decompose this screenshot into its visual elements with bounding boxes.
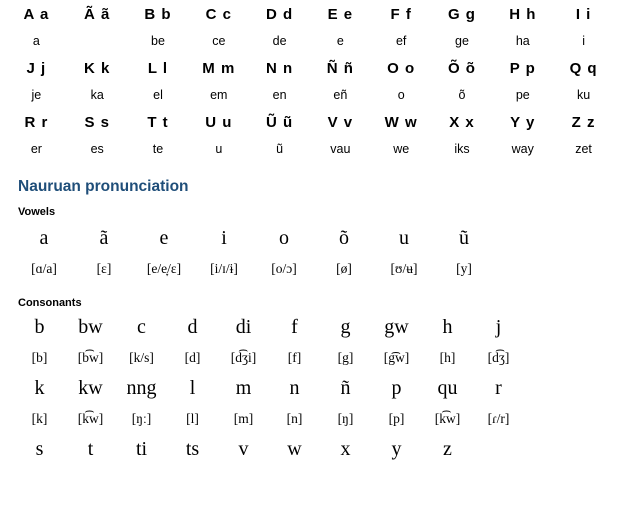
pronunciation-heading: Nauruan pronunciation (18, 178, 189, 195)
consonant-ipa: [n] (286, 411, 303, 426)
consonant-ipa: [m] (233, 411, 254, 426)
alphabet-letter: N n (266, 59, 294, 77)
consonant-glyph: k (34, 377, 45, 399)
alphabet-letter: Ã ã (84, 5, 111, 23)
consonant-glyph: c (137, 316, 146, 338)
alphabet-letter-name: ha (515, 34, 530, 48)
consonant-glyph: d (187, 316, 198, 338)
vowel-ipa: [i/ɪ/ɨ] (210, 261, 238, 276)
consonant-glyph: p (391, 377, 402, 399)
alphabet-letter-name: way (511, 142, 534, 156)
consonant-glyph: g (340, 316, 351, 338)
alphabet-letter-row (6, 108, 614, 136)
alphabet-letter: Ũ ũ (266, 113, 294, 131)
alphabet-letter-name: ce (212, 34, 226, 48)
alphabet-letter-name: en (272, 88, 287, 102)
consonant-glyph: ñ (340, 377, 351, 399)
vowel-glyph: õ (339, 227, 349, 249)
consonant-glyph: v (238, 438, 249, 460)
consonant-ipa: [b͡w] (77, 350, 104, 365)
consonant-ipa: [k/s] (129, 350, 154, 365)
consonant-ipa: [k͡w] (77, 411, 104, 426)
consonant-glyph: r (495, 377, 502, 399)
consonants-table (14, 311, 524, 466)
alphabet-letter: V v (327, 113, 354, 131)
alphabet-letter-name: es (90, 142, 104, 156)
alphabet-letter-name (67, 28, 128, 54)
alphabet-letter-name: el (153, 88, 163, 102)
alphabet-letter: O o (387, 59, 416, 77)
alphabet-letter-name: em (210, 88, 228, 102)
alphabet-letter: D d (266, 5, 294, 23)
consonant-ipa: [p] (388, 411, 405, 426)
consonant-glyph: j (495, 316, 502, 338)
alphabet-letter-name: er (30, 142, 42, 156)
consonant-ipa: [ɾ/r] (487, 411, 510, 426)
vowels-section (0, 206, 619, 283)
alphabet-letter: P p (509, 59, 536, 77)
consonants-section (0, 297, 619, 466)
vowel-glyph: ũ (459, 227, 469, 249)
alphabet-letter: Y y (510, 113, 536, 131)
consonant-glyph (473, 433, 524, 466)
alphabet-letter-name: je (31, 88, 42, 102)
alphabet-letter: C c (205, 5, 232, 23)
alphabet-letter: Q q (569, 59, 598, 77)
alphabet-letter-name: ge (455, 34, 469, 48)
alphabet-letter-name: i (582, 34, 585, 48)
consonant-glyph: l (189, 377, 196, 399)
alphabet-letter: B b (144, 5, 172, 23)
alphabet-letter-name: zet (575, 142, 592, 156)
consonant-glyph: t (87, 438, 94, 460)
consonant-ipa: [b] (31, 350, 48, 365)
consonant-glyph: s (35, 438, 44, 460)
consonant-glyph: w (287, 438, 302, 460)
consonant-glyph: n (289, 377, 300, 399)
consonant-ipa: [f] (287, 350, 302, 365)
alphabet-letter: L l (147, 59, 169, 77)
consonant-glyph: b (34, 316, 45, 338)
alphabet-letter: I i (575, 5, 592, 23)
consonant-glyph: bw (78, 316, 103, 338)
vowel-ipa: [y] (456, 261, 472, 276)
vowel-ipa: [ɑ/a] (31, 261, 57, 276)
consonant-glyph: qu (437, 377, 458, 399)
vowels-label: Vowels (18, 206, 56, 218)
alphabet-letter: G g (447, 5, 476, 23)
consonant-glyph: kw (78, 377, 103, 399)
alphabet-letter: K k (84, 59, 111, 77)
alphabet-letter: H h (509, 5, 537, 23)
alphabet-letter-name: vau (330, 142, 351, 156)
alphabet-letter-name: de (272, 34, 287, 48)
alphabet-letter-row (6, 0, 614, 28)
vowel-glyph: e (159, 227, 169, 249)
consonant-ipa: [g͡w] (383, 350, 410, 365)
alphabet-letter: T t (147, 113, 169, 131)
alphabet-table (6, 0, 614, 162)
consonant-glyph: m (235, 377, 252, 399)
alphabet-letter: R r (24, 113, 49, 131)
alphabet-letter: M m (202, 59, 236, 77)
vowels-table (14, 222, 494, 283)
alphabet-letter: S s (84, 113, 110, 131)
alphabet-letter-name: be (151, 34, 165, 48)
alphabet-letter: Ñ ñ (326, 59, 354, 77)
alphabet-letter-name: e (336, 34, 344, 48)
vowel-ipa: [ɛ] (96, 261, 112, 276)
vowel-ipa-row (14, 255, 494, 283)
consonant-ipa: [h] (439, 350, 456, 365)
alphabet-letter: X x (449, 113, 475, 131)
consonant-glyph: f (291, 316, 298, 338)
alphabet-letter: E e (327, 5, 354, 23)
alphabet-letter: A a (23, 5, 50, 23)
consonant-glyph: di (235, 316, 252, 338)
vowel-glyph: i (221, 227, 227, 249)
consonant-glyph-row (14, 372, 524, 405)
vowel-ipa: [ʊ/ʉ] (390, 261, 418, 276)
consonant-ipa: [d͡ʒ] (487, 350, 510, 365)
vowel-glyph: ã (99, 227, 109, 249)
alphabet-letter: U u (205, 113, 233, 131)
consonant-glyph-row (14, 433, 524, 466)
consonant-ipa: [d] (184, 350, 201, 365)
consonant-glyph-row (14, 311, 524, 344)
alphabet-letter-name: u (215, 142, 223, 156)
alphabet-letter-name: te (152, 142, 164, 156)
consonant-glyph: ti (135, 438, 148, 460)
vowel-glyph: u (399, 227, 409, 249)
alphabet-letter-name: we (393, 142, 410, 156)
alphabet-name-row (6, 82, 614, 108)
alphabet-name-row (6, 28, 614, 54)
consonant-ipa-row (14, 344, 524, 372)
alphabet-letter: F f (390, 5, 412, 23)
consonant-ipa: [k͡w] (434, 411, 461, 426)
alphabet-letter-name: ku (576, 88, 591, 102)
alphabet-letter-name: õ (458, 88, 466, 102)
consonant-glyph: gw (384, 316, 409, 338)
consonant-ipa: [ŋ] (337, 411, 354, 426)
alphabet-letter-name: o (397, 88, 405, 102)
vowel-ipa: [e/e̞/ɛ] (146, 261, 182, 276)
consonant-ipa-row (14, 405, 524, 433)
alphabet-letter-name: ũ (276, 142, 284, 156)
consonant-glyph: y (391, 438, 402, 460)
alphabet-letter: W w (384, 113, 418, 131)
alphabet-letter: J j (26, 59, 47, 77)
alphabet-letter: Z z (571, 113, 596, 131)
alphabet-letter-name: ef (395, 34, 407, 48)
vowel-glyph: o (279, 227, 289, 249)
consonant-glyph: h (442, 316, 453, 338)
consonant-ipa: [ŋː] (131, 411, 152, 426)
consonant-ipa: [l] (186, 411, 199, 426)
consonant-glyph: nng (126, 377, 157, 399)
consonant-ipa: [d͡ʒi] (230, 350, 257, 365)
consonant-glyph: z (443, 438, 452, 460)
vowel-glyph-row (14, 222, 494, 255)
consonant-glyph: ts (185, 438, 200, 460)
consonant-ipa: [g] (337, 350, 354, 365)
vowel-ipa: [ø] (336, 261, 352, 276)
consonants-label: Consonants (18, 297, 82, 309)
alphabet-letter-name: a (32, 34, 40, 48)
vowel-ipa: [o/ɔ] (271, 261, 297, 276)
vowel-glyph: a (39, 227, 49, 249)
consonant-glyph: x (340, 438, 351, 460)
consonant-ipa: [k] (31, 411, 48, 426)
alphabet-letter-name: ka (90, 88, 104, 102)
alphabet-letter: Õ õ (447, 59, 476, 77)
alphabet-letter-name: eñ (333, 88, 348, 102)
alphabet-letter-row (6, 54, 614, 82)
alphabet-letter-name: iks (454, 142, 470, 156)
alphabet-name-row (6, 136, 614, 162)
alphabet-letter-name: pe (515, 88, 530, 102)
